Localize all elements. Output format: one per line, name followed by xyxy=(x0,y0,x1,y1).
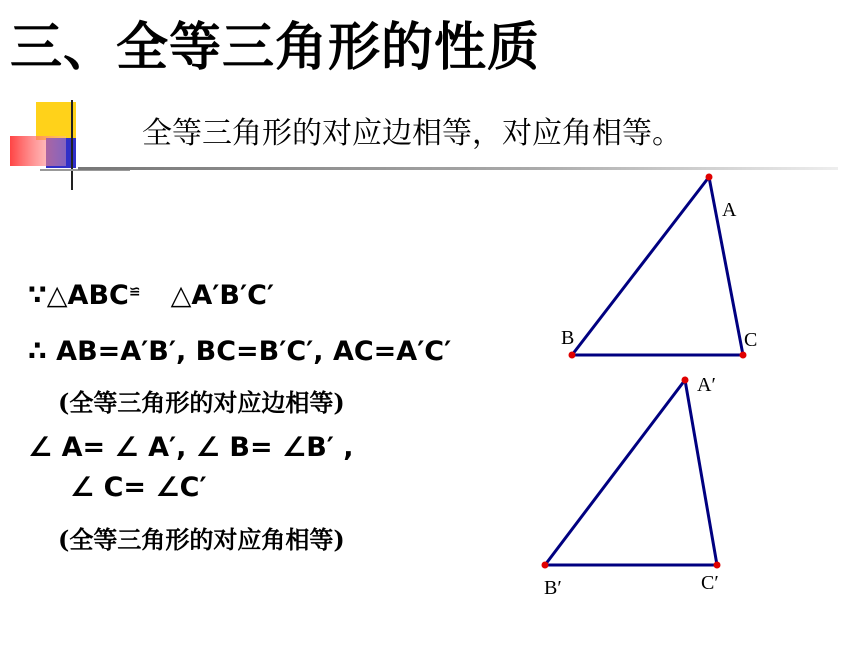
vertex-c xyxy=(740,352,747,359)
given-triangle-abc: △ABC xyxy=(46,280,129,311)
label-a-prime: A′ xyxy=(697,374,716,396)
conclusion-sides: ∴ AB=A′B′, BC=B′C′, AC=A′C′ xyxy=(28,336,452,367)
vertex-b xyxy=(569,352,576,359)
triangle-abc-prime xyxy=(542,374,721,599)
property-statement: 全等三角形的对应边相等，对应角相等。 xyxy=(142,116,682,151)
conclusion-angles-ab: ∠ A= ∠ A′, ∠ B= ∠B′ , xyxy=(28,432,354,463)
reason-sides: (全等三角形的对应边相等) xyxy=(58,388,345,417)
triangle-abc-prime-edges xyxy=(545,380,717,565)
vertex-b-prime xyxy=(542,562,549,569)
triangle-abc-edges xyxy=(572,177,743,355)
slide-title: 三、全等三角形的性质 xyxy=(10,18,541,78)
vertex-a-prime xyxy=(682,377,689,384)
vertex-c-prime xyxy=(714,562,721,569)
given-triangle-abc-prime: △A′B′C′ xyxy=(170,280,275,311)
vertex-a xyxy=(706,174,713,181)
label-c-prime: C′ xyxy=(701,572,719,594)
reason-angles: (全等三角形的对应角相等) xyxy=(58,525,345,554)
because-symbol: ∵ xyxy=(28,280,47,311)
triangle-abc xyxy=(561,174,757,359)
label-b: B xyxy=(561,327,575,349)
label-c: C xyxy=(744,329,758,351)
congruent-symbol: ≌ xyxy=(128,284,141,300)
label-b-prime: B′ xyxy=(544,577,562,599)
label-a: A xyxy=(722,199,737,221)
conclusion-angle-c: ∠ C= ∠C′ xyxy=(70,472,207,503)
